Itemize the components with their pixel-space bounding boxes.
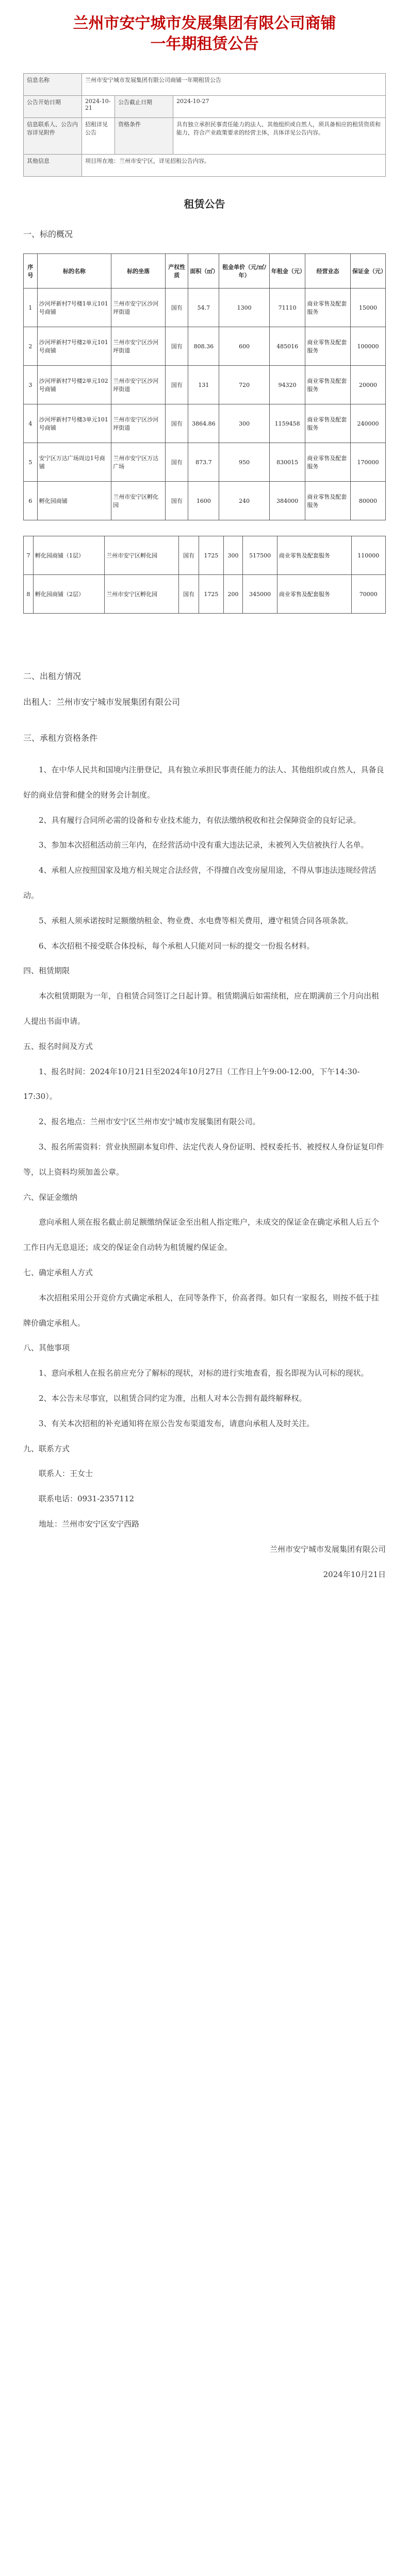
body-paragraph: 6、本次招租不接受联合体投标，每个承租人只能对同一标的提交一份报名材料。: [39, 941, 315, 951]
table-cell: 兰州市安宁区孵化园: [105, 536, 179, 575]
table-cell: 720: [219, 366, 270, 404]
property-table-continued: [23, 536, 386, 614]
table-cell: 1600: [188, 482, 219, 520]
table-cell: 80000: [350, 482, 385, 520]
table-cell: 沙河坪新村7号楼3单元101号商铺: [37, 404, 111, 443]
meta-value: 项目所在地：兰州市安宁区，详见招租公告内容。: [82, 155, 386, 177]
body-paragraph: 七、确定承租人方式: [23, 1267, 93, 1277]
subtitle: 租赁公告: [184, 198, 225, 210]
body-paragraph: 3、参加本次招租活动前三年内，在经营活动中没有重大违法记录，未被列入失信被执行人名单。: [39, 840, 369, 850]
table-row: [24, 482, 386, 520]
body-paragraph: 3、有关本次招租的补充通知将在原公告发布渠道发布，请意向承租人及时关注。: [39, 1418, 315, 1428]
meta-value: 2024-10-21: [82, 96, 115, 118]
table-row: [24, 575, 386, 614]
table-cell: 1159458: [269, 404, 305, 443]
table-cell: 15000: [350, 289, 385, 327]
table-cell: 国有: [166, 443, 188, 482]
table-cell: 1725: [199, 575, 223, 614]
body-text: [23, 757, 386, 1587]
meta-key: 信息联系人、公告内容详见附件: [24, 118, 82, 155]
table-cell: 兰州市安宁区万达广场: [111, 443, 166, 482]
table-cell: 兰州市安宁区孵化园: [105, 575, 179, 614]
table-header-cell: 标的名称: [37, 254, 111, 289]
table-cell: 兰州市安宁区沙河坪街道: [111, 327, 166, 366]
table-cell: 商业零售及配套服务: [305, 482, 351, 520]
body-paragraph: 2、本公告未尽事宜，以租赁合同约定为准，出租人对本公告拥有最终解释权。: [39, 1393, 307, 1403]
body-paragraph: 意向承租人须在报名截止前足额缴纳保证金至出租人指定账户，未成交的保证金在确定承租人后五个工作日内无息退还；成交的保证金自动转为租赁履约保证金。: [23, 1217, 380, 1252]
table-cell: 国有: [178, 575, 199, 614]
table-cell: 200: [223, 575, 243, 614]
body-paragraph: 兰州市安宁城市发展集团有限公司: [269, 1544, 386, 1554]
table-cell: 沙河坪新村7号楼2单元102号商铺: [37, 366, 111, 404]
meta-key: 公告截止日期: [115, 96, 173, 118]
meta-info-table: [23, 73, 386, 177]
body-paragraph: 4、承租人应按照国家及地方相关规定合法经营，不得擅自改变房屋用途，不得从事违法违规经营活动。: [23, 866, 377, 900]
page-title-line2: 一年期租赁公告: [150, 35, 259, 53]
table-header-cell: 租金单价（元/㎡/年）: [219, 254, 270, 289]
meta-value: 招租详见公告: [82, 118, 115, 155]
meta-key: 公告开始日期: [24, 96, 82, 118]
meta-key: 其他信息: [24, 155, 82, 177]
table-header-cell: 经营业态: [305, 254, 351, 289]
table-cell: 517500: [243, 536, 277, 575]
table-cell: 384000: [269, 482, 305, 520]
table-cell: 商业零售及配套服务: [305, 327, 351, 366]
body-paragraph: 五、报名时间及方式: [23, 1041, 93, 1051]
table-cell: 商业零售及配套服务: [305, 289, 351, 327]
body-paragraph: 本次租赁期限为一年，自租赁合同签订之日起计算。租赁期满后如需续租，应在期满前三个月向出租人提出书面申请。: [23, 991, 380, 1026]
table-cell: 3864.86: [188, 404, 219, 443]
table-cell: 孵化园商铺（2层）: [33, 575, 104, 614]
table-cell: 300: [223, 536, 243, 575]
table-cell: 安宁区万达广场周边1号商铺: [37, 443, 111, 482]
table-cell: 商业零售及配套服务: [305, 443, 351, 482]
table-cell: 孵化园商铺: [37, 482, 111, 520]
page-title-line1: 兰州市安宁城市发展集团有限公司商铺: [73, 14, 336, 32]
meta-key: 资格条件: [115, 118, 173, 155]
table-cell: 商业零售及配套服务: [277, 536, 351, 575]
table-cell: 孵化园商铺（1层）: [33, 536, 104, 575]
table-cell: 240000: [350, 404, 385, 443]
table-cell: 170000: [350, 443, 385, 482]
table-header-cell: 标的坐落: [111, 254, 166, 289]
table-cell: 1725: [199, 536, 223, 575]
section-body: 出租人：兰州市安宁城市发展集团有限公司: [23, 697, 181, 707]
meta-value: 兰州市安宁城市发展集团有限公司商铺一年期租赁公告: [82, 74, 386, 96]
table-cell: 兰州市安宁区孵化园: [111, 482, 166, 520]
table-cell: 3: [24, 366, 38, 404]
body-paragraph: 5、承租人须承诺按时足额缴纳租金、物业费、水电费等相关费用，遵守租赁合同各项条款。: [39, 916, 353, 925]
table-cell: 71110: [269, 289, 305, 327]
section-title: 三、承租方资格条件: [23, 733, 98, 743]
body-paragraph: 本次招租采用公开竞价方式确定承租人，在同等条件下，价高者得。如只有一家报名，则按不低于挂牌价确定承租人。: [23, 1293, 380, 1328]
meta-value: 2024-10-27: [173, 96, 386, 118]
body-paragraph: 1、报名时间：2024年10月21日至2024年10月27日（工作日上午9:00-12:00，下午14:30-17:30）。: [23, 1066, 360, 1101]
table-cell: 6: [24, 482, 38, 520]
body-paragraph: 八、其他事项: [23, 1343, 70, 1353]
table-cell: 7: [24, 536, 34, 575]
body-paragraph: 联系人：王女士: [39, 1469, 93, 1479]
body-paragraph: 2、报名地点：兰州市安宁区兰州市安宁城市发展集团有限公司。: [39, 1117, 260, 1127]
body-paragraph: 2024年10月21日: [323, 1569, 386, 1579]
table-header-cell: 序号: [24, 254, 38, 289]
table-row: [24, 443, 386, 482]
table-header-cell: 产权性质: [166, 254, 188, 289]
table-cell: 商业零售及配套服务: [305, 366, 351, 404]
table-row: [24, 327, 386, 366]
table-cell: 2: [24, 327, 38, 366]
table-cell: 950: [219, 443, 270, 482]
property-table: [23, 253, 386, 520]
body-paragraph: 3、报名所需资料：营业执照副本复印件、法定代表人身份证明、授权委托书、被授权人身份证复印件等，以上资料均须加盖公章。: [23, 1142, 384, 1177]
table-cell: 240: [219, 482, 270, 520]
table-cell: 808.36: [188, 327, 219, 366]
table-cell: 345000: [243, 575, 277, 614]
table-cell: 94320: [269, 366, 305, 404]
meta-value: 具有独立承担民事责任能力的法人、其他组织或自然人，须具备相应的租赁资质和能力，符合产业政策要求的经营主体，具体详见公告内容。: [173, 118, 386, 155]
table-cell: 国有: [166, 289, 188, 327]
body-paragraph: 联系电话：0931-2357112: [39, 1494, 135, 1504]
table-cell: 国有: [166, 366, 188, 404]
table-cell: 商业零售及配套服务: [305, 404, 351, 443]
table-cell: 131: [188, 366, 219, 404]
table-cell: 兰州市安宁区沙河坪街道: [111, 289, 166, 327]
table-cell: 20000: [350, 366, 385, 404]
section-title: 二、出租方情况: [23, 671, 81, 681]
table-cell: 100000: [350, 327, 385, 366]
table-cell: 国有: [166, 404, 188, 443]
body-paragraph: 1、意向承租人在报名前应充分了解标的现状，对标的进行实地查看，报名即视为认可标的现状。: [39, 1368, 369, 1378]
table-cell: 8: [24, 575, 34, 614]
table-cell: 4: [24, 404, 38, 443]
table-cell: 70000: [351, 575, 385, 614]
table-cell: 1300: [219, 289, 270, 327]
table-cell: 54.7: [188, 289, 219, 327]
table-row: [24, 366, 386, 404]
table-cell: 国有: [166, 327, 188, 366]
table-header-cell: 保证金（元）: [350, 254, 385, 289]
table-cell: 485016: [269, 327, 305, 366]
table-cell: 沙河坪新村7号楼1单元101号商铺: [37, 289, 111, 327]
table-cell: 兰州市安宁区沙河坪街道: [111, 366, 166, 404]
body-paragraph: 四、租赁期限: [23, 966, 70, 976]
table-cell: 国有: [178, 536, 199, 575]
body-paragraph: 六、保证金缴纳: [23, 1192, 78, 1202]
table-header-cell: 面积（㎡）: [188, 254, 219, 289]
table-cell: 600: [219, 327, 270, 366]
table-cell: 5: [24, 443, 38, 482]
table-cell: 300: [219, 404, 270, 443]
table-cell: 110000: [351, 536, 385, 575]
table-cell: 沙河坪新村7号楼2单元101号商铺: [37, 327, 111, 366]
table-cell: 商业零售及配套服务: [277, 575, 351, 614]
table-row: [24, 289, 386, 327]
body-paragraph: 九、联系方式: [23, 1444, 70, 1453]
section-title: 一、标的概况: [23, 229, 73, 239]
table-cell: 830015: [269, 443, 305, 482]
body-paragraph: 2、具有履行合同所必需的设备和专业技术能力，有依法缴纳税收和社会保障资金的良好记录。: [39, 815, 361, 825]
table-row: [24, 536, 386, 575]
table-header-cell: 年租金（元）: [269, 254, 305, 289]
table-row: [24, 404, 386, 443]
table-cell: 1: [24, 289, 38, 327]
body-paragraph: 地址：兰州市安宁区安宁西路: [39, 1519, 140, 1529]
table-cell: 873.7: [188, 443, 219, 482]
table-cell: 兰州市安宁区沙河坪街道: [111, 404, 166, 443]
body-paragraph: 1、在中华人民共和国境内注册登记，具有独立承担民事责任能力的法人、其他组织或自然人，具备良好的商业信誉和健全的财务会计制度。: [23, 765, 384, 800]
table-cell: 国有: [166, 482, 188, 520]
meta-key: 信息名称: [24, 74, 82, 96]
